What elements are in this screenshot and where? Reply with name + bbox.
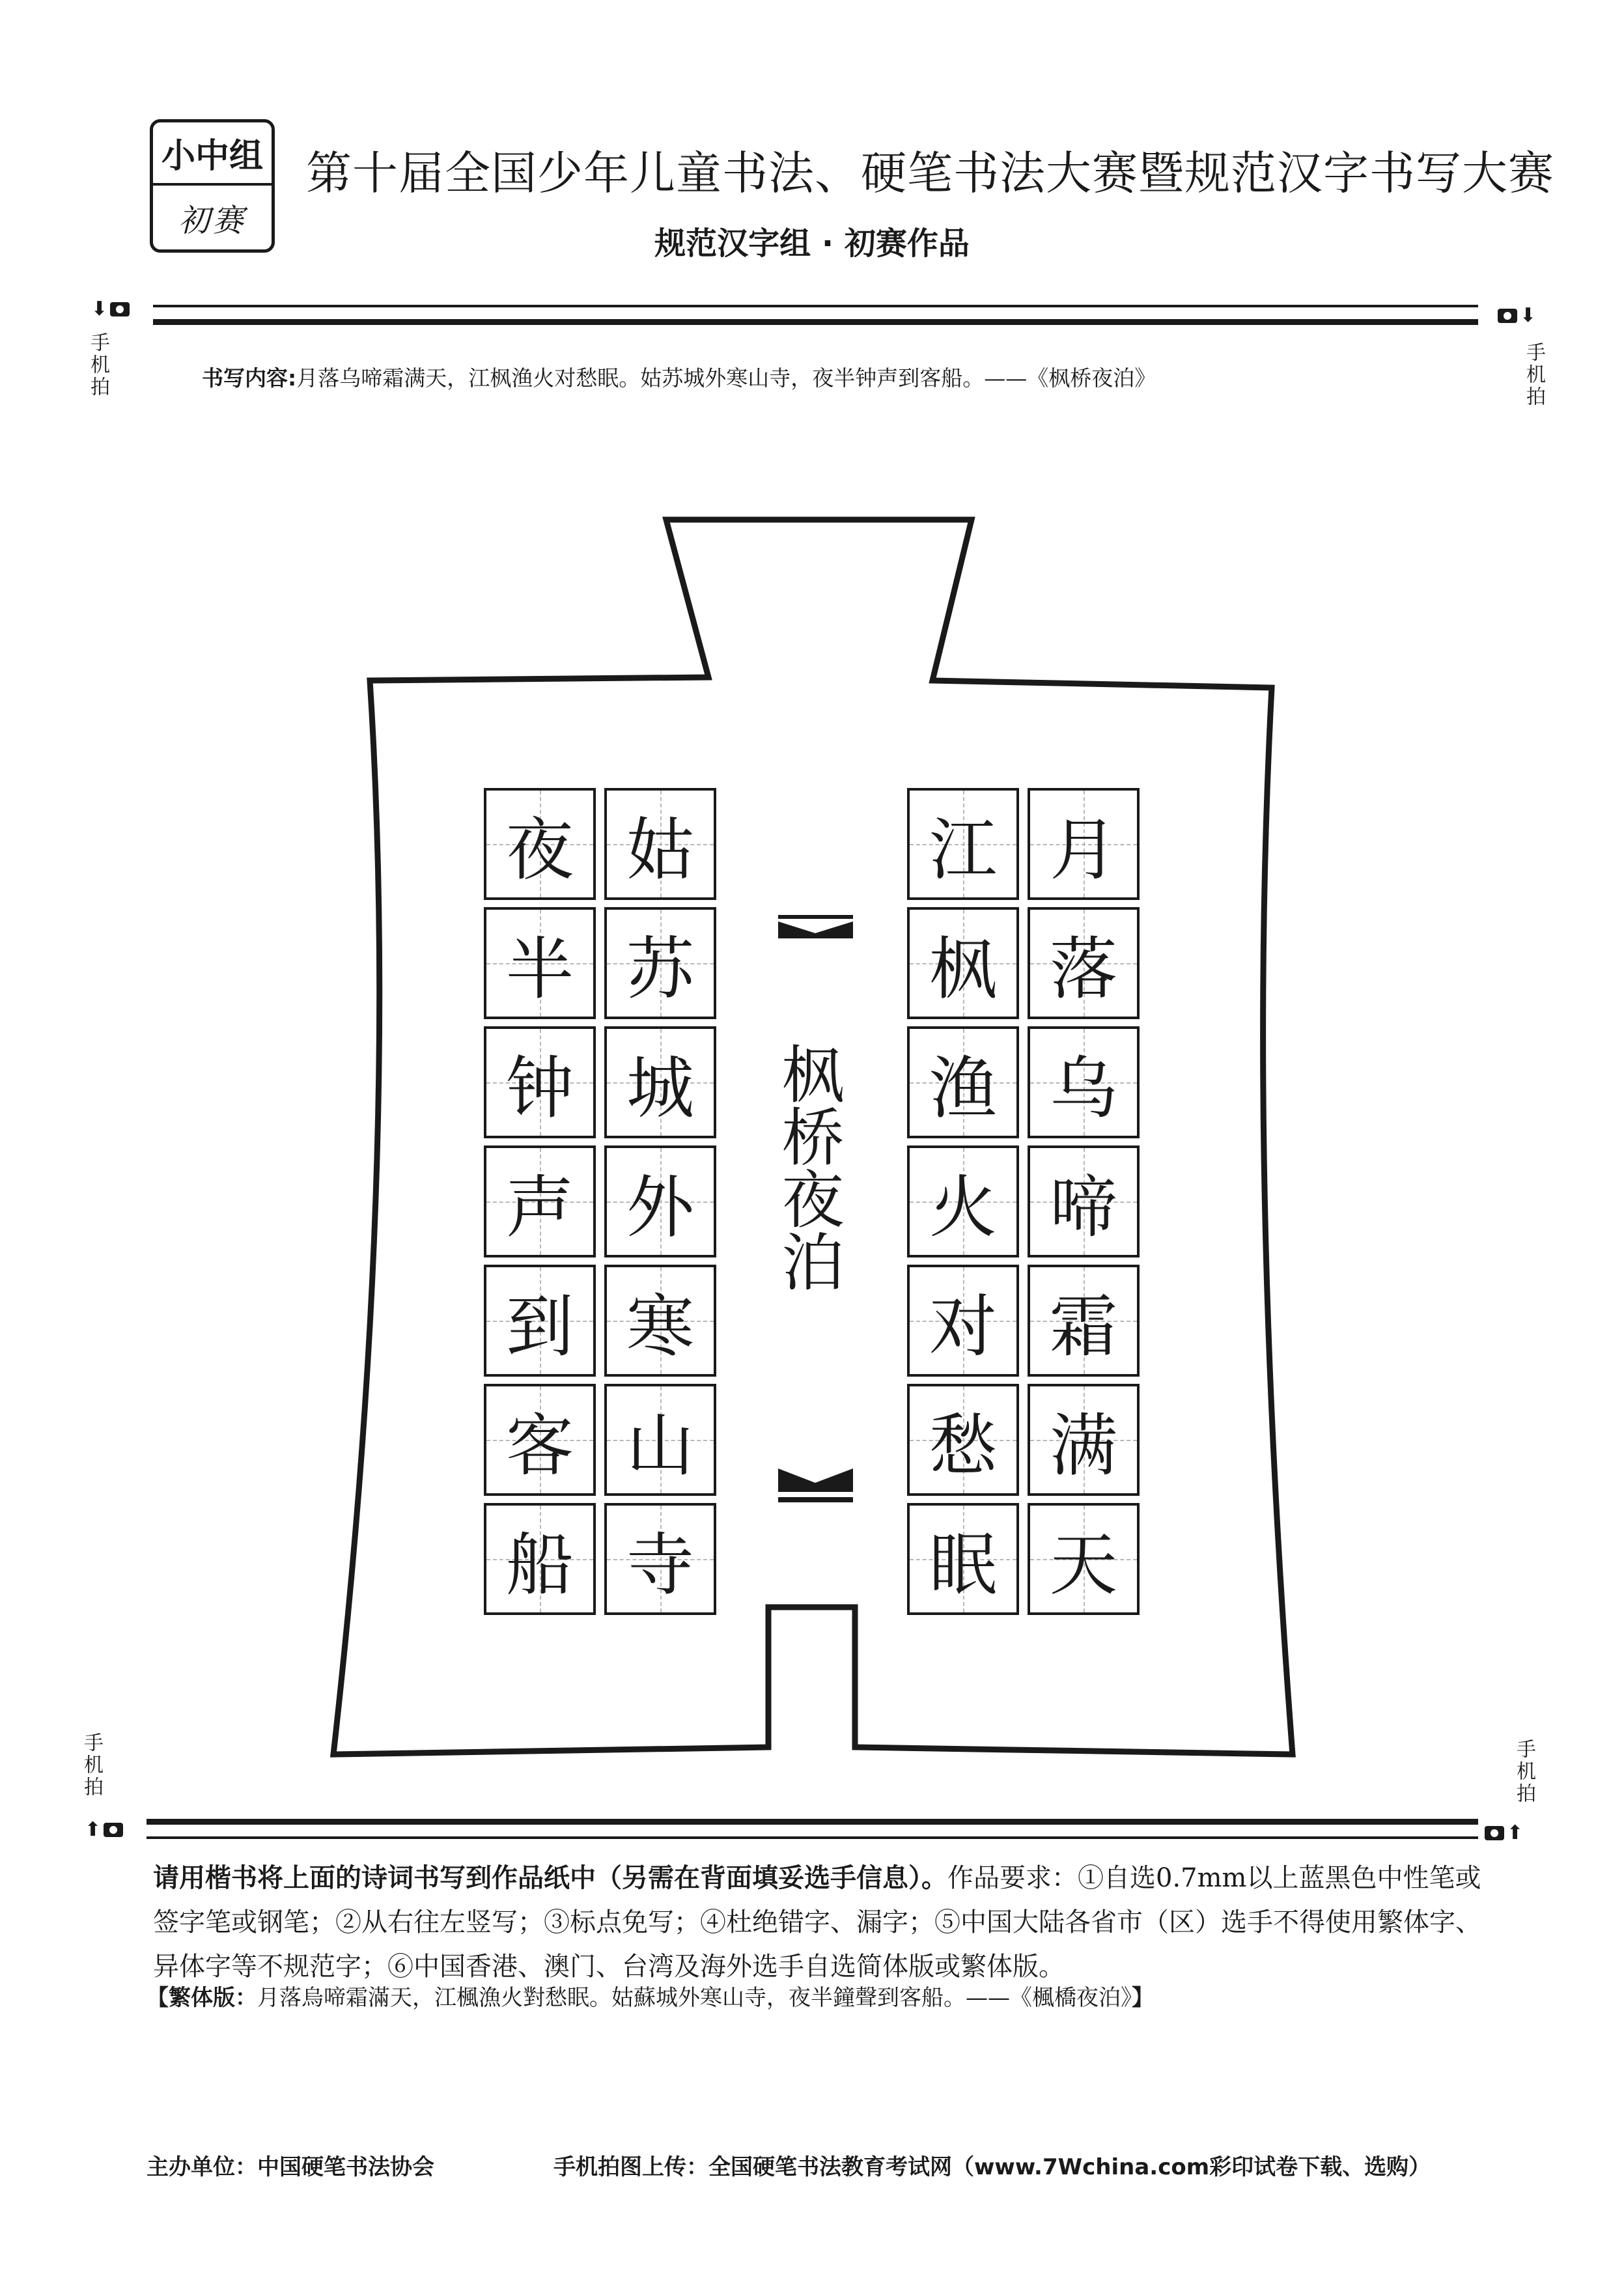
grid-cell	[1028, 1503, 1140, 1615]
grid-character: 客	[505, 1406, 574, 1485]
grid-character: 钟	[505, 1048, 574, 1128]
grid-character: 愁	[929, 1406, 997, 1485]
grid-character: 姑	[626, 810, 694, 890]
grid-character: 夜	[505, 810, 574, 890]
grid-character: 山	[626, 1406, 694, 1485]
traditional-text: 月落烏啼霜滿天，江楓漁火對愁眠。姑蘇城外寒山寺，夜半鐘聲到客船。——《楓橋夜泊》	[257, 1985, 1132, 2011]
bottom-rule-thin	[147, 1836, 1478, 1839]
page-subtitle: 规范汉字组 · 初赛作品	[654, 225, 970, 262]
bow-ornament-bottom	[775, 1468, 856, 1508]
grid-character: 啼	[1049, 1168, 1117, 1247]
camera-icon	[1485, 1826, 1504, 1840]
grid-cell	[1028, 788, 1140, 900]
instructions-lead: 请用楷书将上面的诗词书写到作品纸中（另需在背面填妥选手信息）。	[153, 1863, 947, 1893]
bottom-rule-thick	[147, 1819, 1478, 1825]
grid-cell	[484, 907, 596, 1019]
badge-stage: 初赛	[178, 202, 246, 239]
grid-cell	[604, 1265, 716, 1377]
grid-cell	[484, 788, 596, 900]
grid-cell	[907, 907, 1019, 1019]
grid-character: 苏	[626, 929, 694, 1009]
grid-character: 寒	[626, 1287, 694, 1366]
photo-label-bottom-right: 手机拍	[1513, 1739, 1535, 1805]
traditional-label: 【繁体版：	[147, 1985, 257, 2011]
grid-character: 满	[1049, 1406, 1117, 1485]
photo-mark-bottom-left	[85, 1820, 123, 1840]
grid-cell	[907, 788, 1019, 900]
bow-ornament-top	[775, 915, 856, 948]
grid-character: 渔	[929, 1048, 997, 1128]
grid-cell	[907, 1384, 1019, 1496]
arrow-up-icon: ⬆	[1507, 1821, 1524, 1844]
grid-cell	[604, 907, 716, 1019]
grid-character: 到	[505, 1287, 574, 1366]
grid-cell	[604, 1026, 716, 1138]
grid-character: 对	[929, 1287, 997, 1366]
grid-character: 眠	[929, 1525, 997, 1605]
grid-cell	[907, 1026, 1019, 1138]
grid-cell	[484, 1384, 596, 1496]
grid-cell	[907, 1265, 1019, 1377]
grid-cell	[484, 1145, 596, 1257]
grid-cell	[604, 1503, 716, 1615]
photo-mark-bottom-right	[1485, 1823, 1523, 1843]
traditional-version	[147, 1980, 1154, 2012]
photo-label-bottom-left: 手机拍	[80, 1732, 103, 1799]
grid-character: 江	[929, 810, 997, 890]
badge-group: 小中组	[153, 122, 272, 186]
arrow-down-icon: ⬇	[91, 298, 108, 320]
photo-label-top-right: 手机拍	[1522, 342, 1545, 408]
grid-cell	[484, 1503, 596, 1615]
grid-character: 霜	[1049, 1287, 1117, 1366]
grid-cell	[1028, 1026, 1140, 1138]
footer-organizer: 主办单位：中国硬笔书法协会	[147, 2154, 434, 2180]
grid-cell	[604, 1145, 716, 1257]
grid-character: 船	[505, 1525, 574, 1605]
grid-cell	[604, 1384, 716, 1496]
content-label: 书写内容:	[202, 365, 297, 391]
instructions	[153, 1856, 1481, 1989]
content-text: 月落乌啼霜满天，江枫渔火对愁眠。姑苏城外寒山寺，夜半钟声到客船。——《枫桥夜泊》	[296, 365, 1156, 391]
grid-cell	[604, 788, 716, 900]
grid-character: 声	[505, 1168, 574, 1247]
traditional-close: 】	[1132, 1985, 1154, 2011]
grid-character: 月	[1049, 810, 1117, 890]
camera-icon	[104, 1823, 123, 1837]
grid-cell	[1028, 1384, 1140, 1496]
grid-cell	[484, 1026, 596, 1138]
instructions-body: 作品要求：①自选0.7mm以上蓝黑色中性笔或签字笔或钢笔；②从右往左竖写；③标点免写；④杜绝错字、漏字；⑤中国大陆各省市（区）选手不得使用繁体字、异体字等不规范字；⑥中国香港、澳门、台湾及海外选手自选简体版或繁体版。	[153, 1863, 1481, 1982]
grid-character: 火	[929, 1168, 997, 1247]
grid-character: 枫	[929, 929, 997, 1009]
footer-upload: 手机拍图上传：全国硬笔书法教育考试网（www.7Wchina.com彩印试卷下载、选购）	[553, 2154, 1431, 2180]
grid-cell	[907, 1145, 1019, 1257]
grid-character: 外	[626, 1168, 694, 1247]
grid-cell	[1028, 907, 1140, 1019]
poem-title: 枫桥夜泊	[772, 1042, 845, 1292]
grid-cell	[1028, 1265, 1140, 1377]
arrow-down-icon: ⬇	[1520, 304, 1537, 327]
grid-cell	[907, 1503, 1019, 1615]
grid-character: 乌	[1049, 1048, 1117, 1128]
grid-character: 天	[1049, 1525, 1117, 1605]
grid-character: 落	[1049, 929, 1117, 1009]
arrow-up-icon: ⬆	[85, 1818, 102, 1841]
grid-character: 寺	[626, 1525, 694, 1605]
grid-cell	[1028, 1145, 1140, 1257]
grid-cell	[484, 1265, 596, 1377]
grid-character: 半	[505, 929, 574, 1009]
photo-label-top-left: 手机拍	[87, 332, 109, 399]
grid-character: 城	[626, 1048, 694, 1128]
page-title: 第十届全国少年儿童书法、硬笔书法大赛暨规范汉字书写大赛	[306, 147, 1554, 200]
